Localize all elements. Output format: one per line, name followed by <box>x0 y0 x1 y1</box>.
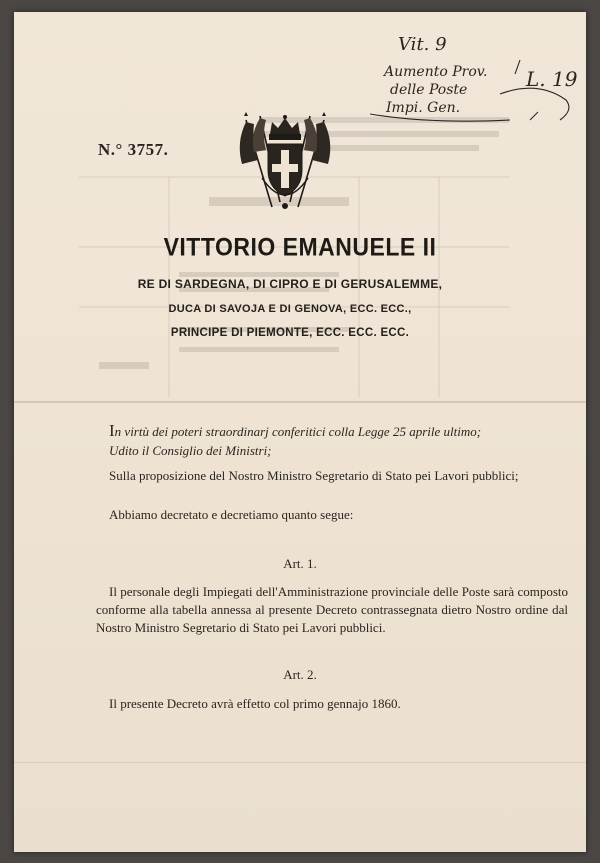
handwritten-line: delle Poste <box>390 82 468 98</box>
document-sheet <box>14 12 586 852</box>
preamble-rest: n virtù dei poteri straordinarj conferitici colla Legge 25 aprile ultimo; <box>114 424 482 439</box>
fold-line <box>14 401 586 403</box>
handwritten-line: Vit. 9 <box>398 34 447 55</box>
royal-coat-of-arms-icon <box>232 112 338 216</box>
preamble-line-1 <box>109 422 579 441</box>
title-line: DUCA DI SAVOJA E DI GENOVA, ECC. ECC., <box>168 303 412 315</box>
article-1-heading: Art. 1. <box>283 556 317 571</box>
preamble-text <box>109 421 482 440</box>
handwritten-line: Impi. Gen. <box>386 100 461 116</box>
sovereign-name: VITTORIO EMANUELE II <box>163 232 437 262</box>
article-2-text: Il presente Decreto avrà effetto col primo gennajo 1860. <box>109 696 401 711</box>
article-2-heading: Art. 2. <box>283 667 317 682</box>
royal-titles <box>110 277 470 351</box>
handwritten-annotation <box>370 24 584 136</box>
handwritten-line: Aumento Prov. <box>384 64 488 80</box>
handwriting-strokes <box>370 24 584 136</box>
initial-letter: I <box>109 421 115 440</box>
proposal-paragraph: Sulla proposizione del Nostro Ministro Segretario di Stato pei Lavori pubblici; <box>109 468 519 483</box>
decree-number: N.° 3757. <box>98 140 169 159</box>
preamble-line-2: Udito il Consiglio dei Ministri; <box>109 443 272 458</box>
decree-intro: Abbiamo decretato e decretiamo quanto segue: <box>109 507 354 522</box>
title-line: PRINCIPE DI PIEMONTE, ECC. ECC. ECC. <box>170 327 410 339</box>
article-1-text: Il personale degli Impiegati dell'Amministrazione provinciale delle Poste sarà composto conforme alla tabella annessa al presente Decreto contrassegnata dietro Nostro ordine dal Nostro Ministro Segretario di Stato pei Lavori pubblici. <box>96 584 568 635</box>
fold-line <box>14 762 586 763</box>
handwritten-side-note: L. 19 <box>526 67 578 91</box>
title-line: RE DI SARDEGNA, DI CIPRO E DI GERUSALEMME, <box>137 277 443 291</box>
